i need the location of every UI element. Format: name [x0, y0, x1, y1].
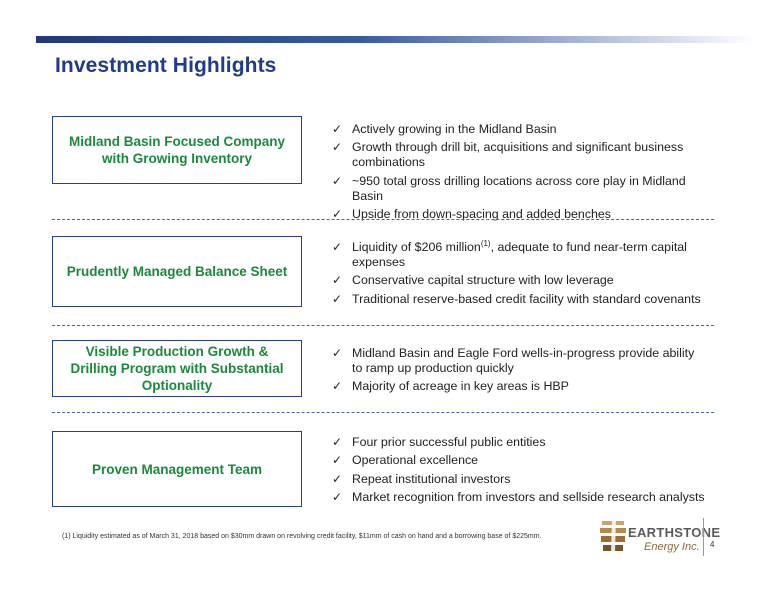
section-heading-box [52, 431, 302, 507]
section-balance-sheet [52, 236, 742, 311]
logo-separator [703, 518, 704, 556]
check-icon: ✓ [332, 240, 343, 254]
list-item: ✓ Market recognition from investors and sellside research analysts [332, 489, 705, 504]
list-item: ✓ Traditional reserve-based credit facility with standard covenants [332, 291, 701, 306]
footnote: (1) Liquidity estimated as of March 31, 2018 based on $30mm drawn on revolving credit facility, $11mm of cash on hand and a borrowing base of $225mm. [62, 533, 542, 540]
page-title: Investment Highlights [55, 54, 277, 77]
page-number: 4 [710, 540, 715, 549]
list-item: ✓ Midland Basin and Eagle Ford wells-in-progress provide ability to ramp up production quickly [332, 346, 695, 375]
logo-name: EARTHSTONE [628, 525, 721, 540]
section-heading: Prudently Managed Balance Sheet [66, 264, 288, 279]
check-icon: ✓ [332, 471, 343, 486]
list-item: ✓ Four prior successful public entities [332, 435, 546, 449]
section-heading-box [52, 340, 302, 397]
section-divider [52, 412, 714, 413]
bullet-list [332, 346, 707, 398]
list-item: ✓ Actively growing in the Midland Basin [332, 122, 557, 136]
company-logo [598, 515, 721, 565]
list-item: ✓ ~950 total gross drilling locations across core play in Midland Basin [332, 173, 686, 203]
list-item: ✓ Majority of acreage in key areas is HBP [332, 379, 569, 394]
check-icon: ✓ [332, 291, 343, 306]
section-heading-box [52, 116, 302, 184]
section-divider [52, 325, 714, 326]
list-item: ✓ Liquidity of $206 million$^{(1)}$, adequate to fund near-term capital expenses [332, 238, 687, 269]
logo-subtitle: Energy Inc. [644, 541, 700, 553]
list-item: ✓ Operational excellence [332, 453, 479, 468]
section-management-team [52, 431, 742, 511]
check-icon: ✓ [332, 173, 343, 188]
check-icon: ✓ [332, 435, 343, 449]
check-icon: ✓ [332, 273, 343, 288]
check-icon: ✓ [332, 489, 343, 504]
check-icon: ✓ [332, 379, 343, 394]
section-heading-box [52, 236, 302, 307]
list-item: ✓ Upside from down-spacing and added benches [332, 206, 611, 221]
section-midland-basin [52, 116, 742, 221]
bullet-list [332, 435, 707, 508]
list-item: ✓ Repeat institutional investors [332, 471, 511, 486]
bullet-list [332, 240, 707, 310]
check-icon: ✓ [332, 140, 343, 155]
list-item: ✓ Conservative capital structure with low leverage [332, 273, 614, 288]
section-production-growth [52, 340, 742, 400]
check-icon: ✓ [332, 346, 343, 360]
check-icon: ✓ [332, 206, 343, 221]
check-icon: ✓ [332, 453, 343, 468]
bullet-list [332, 122, 707, 225]
section-heading: Visible Production Growth & Drilling Program with Substantial Optionality [70, 344, 284, 393]
section-heading: Proven Management Team [91, 461, 263, 477]
list-item: ✓ Growth through drill bit, acquisitions and significant business combinations [332, 140, 684, 170]
earthstone-logo-icon [598, 515, 628, 555]
top-accent-bar [36, 36, 756, 43]
section-divider [52, 219, 714, 220]
check-icon: ✓ [332, 122, 343, 136]
section-heading: Midland Basin Focused Company with Growing Inventory [68, 134, 286, 166]
